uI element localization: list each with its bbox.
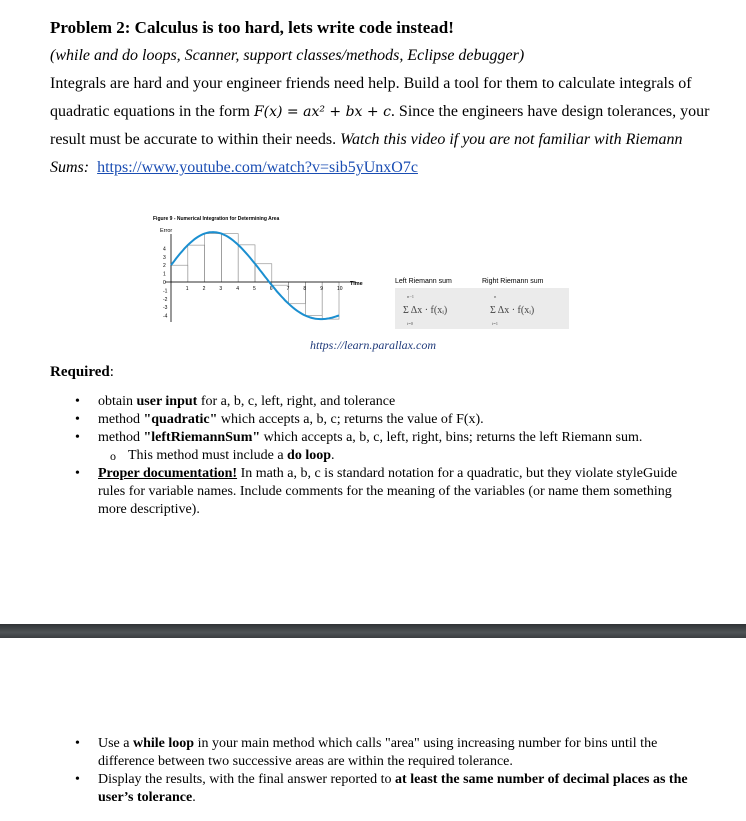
right-formula: Σ Δx · f(xᵢ) [490, 305, 535, 316]
list-item [50, 393, 690, 411]
x-tick: 3 [219, 286, 223, 292]
item-bold: "leftRiemannSum" [143, 430, 261, 445]
y-tick: 0 [163, 280, 166, 286]
item-text: Use a [98, 736, 133, 751]
page-break-bar [0, 624, 746, 638]
riemann-rect [188, 245, 205, 282]
y-label: Error [160, 228, 173, 234]
x-label: Time [350, 281, 363, 287]
y-tick: 1 [163, 271, 166, 278]
item-text: In math a, b, c is standard notation for a quadratic, but they violate styleGuide rules for variable names. Include comments for the meaning of the variables (or name them something more descriptive). [98, 466, 678, 517]
y-tick: -2 [163, 296, 168, 303]
y-tick: 3 [163, 254, 166, 261]
x-tick: 4 [236, 286, 239, 292]
y-tick: -4 [163, 313, 168, 320]
intro-text-2: . Since the engineers have design tolerances, your result must be accurate to within their needs. [50, 103, 710, 148]
requirements-list-continued [50, 735, 690, 807]
x-tick: 7 [286, 286, 290, 292]
item-text: for a, b, c, left, right, and tolerance [197, 394, 396, 409]
item-bold: Proper documentation! [98, 466, 238, 481]
video-hint: Watch this video if you are not familiar with Riemann Sums: [50, 131, 683, 176]
problem-title: Problem 2: Calculus is too hard, lets write code instead! [50, 18, 454, 37]
left-sum-label: Left Riemann sum [395, 278, 452, 285]
requirements-list [50, 393, 690, 519]
list-item [50, 465, 690, 519]
list-item [50, 735, 690, 771]
item-bold: while loop [133, 736, 195, 751]
x-tick: 9 [320, 286, 323, 292]
item-text: method [98, 412, 144, 427]
item-text: . [192, 790, 196, 805]
item-text: . [331, 448, 335, 463]
x-tick: 5 [253, 286, 256, 292]
item-text: obtain [98, 394, 137, 409]
subtitle: (while and do loops, Scanner, support classes/methods, Eclipse debugger) [50, 47, 525, 64]
y-tick: -3 [163, 305, 168, 312]
item-bold: do loop [287, 448, 331, 463]
riemann-rect [205, 234, 222, 282]
image-credit: https://learn.parallax.com [310, 338, 436, 352]
left-upper: n−1 [407, 294, 415, 299]
sub-list-item [50, 447, 690, 465]
item-bold: user input [136, 394, 198, 409]
riemann-figure [145, 210, 575, 335]
riemann-rect [272, 282, 289, 285]
riemann-rect [221, 234, 238, 282]
list-item [50, 411, 690, 429]
x-tick: 6 [269, 286, 273, 292]
left-lower: i=0 [407, 321, 414, 326]
formula: F(x) = ax² + bx + c [253, 104, 391, 120]
x-tick: 1 [185, 286, 189, 292]
figure-caption: Figure 9 - Numerical Integration for Determining Area [153, 216, 280, 222]
x-tick: 10 [337, 286, 343, 292]
y-tick: 2 [163, 263, 166, 270]
intro-text: Integrals are hard and your engineer friends need help. Build a tool for them to calculate integrals of quadratic equations in the form [50, 75, 692, 120]
item-bold: at least the same number of decimal places as the user’s tolerance [98, 772, 688, 805]
item-text: in your main method which calls "area" using increasing number for bins until the difference between two successive areas are within the required tolerance. [98, 736, 658, 769]
item-text: This method must include a [128, 448, 288, 463]
x-tick: 8 [303, 286, 307, 292]
video-link[interactable]: https://www.youtube.com/watch?v=sib5yUnxO7c [97, 159, 418, 176]
item-text: Display the results, with the final answer reported to [98, 772, 396, 787]
left-formula: Σ Δx · f(xᵢ) [403, 305, 448, 316]
item-text: method [98, 430, 144, 445]
riemann-rect [238, 245, 255, 282]
item-text: which accepts a, b, c, left, right, bins; returns the left Riemann sum. [260, 430, 643, 445]
y-tick: -1 [163, 288, 168, 295]
right-sum-label: Right Riemann sum [482, 278, 544, 285]
y-tick: 4 [163, 246, 166, 253]
riemann-rect [171, 265, 188, 282]
list-item [50, 771, 690, 807]
list-item [50, 429, 690, 447]
right-lower: i=1 [492, 321, 499, 326]
intro-paragraph [50, 70, 710, 182]
item-bold: "quadratic" [143, 412, 218, 427]
required-heading: Required: [50, 364, 114, 380]
right-upper: n [494, 294, 497, 299]
item-text: which accepts a, b, c; returns the value of F(x). [217, 412, 484, 427]
required-label: Required [50, 364, 110, 380]
x-tick: 2 [202, 286, 206, 292]
